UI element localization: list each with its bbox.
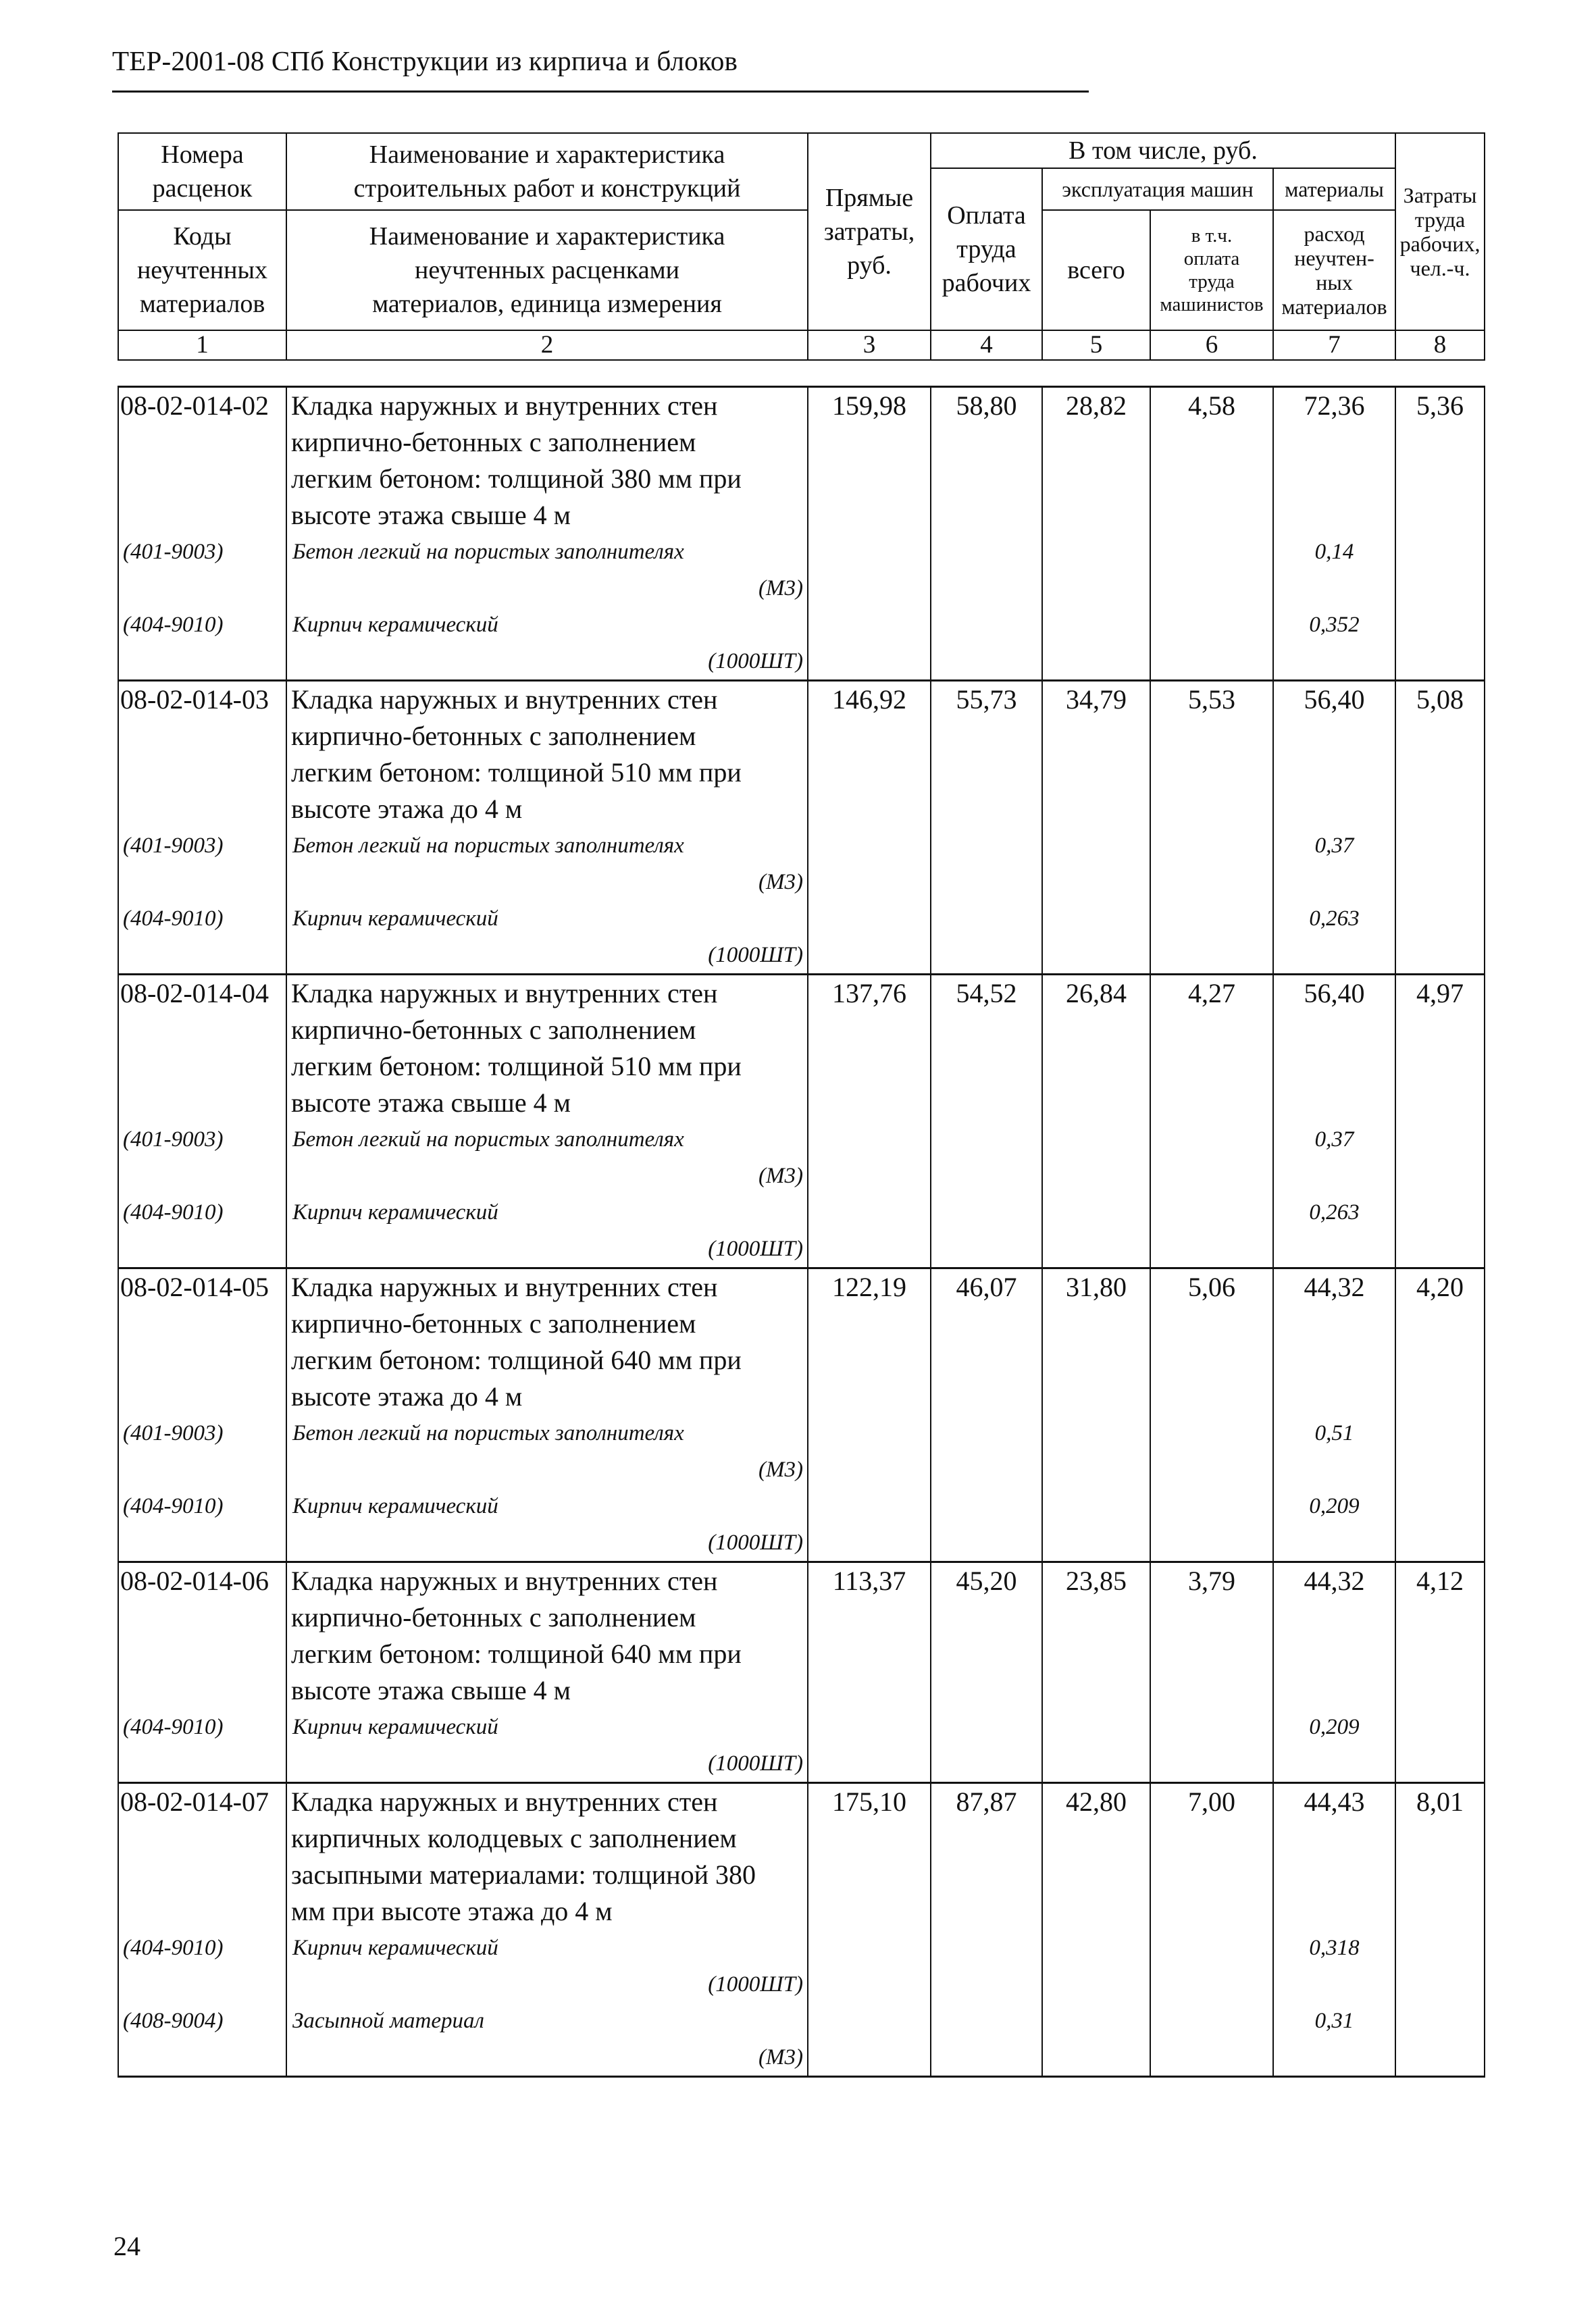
spacer-line bbox=[119, 1379, 286, 1415]
rate-code-cell bbox=[118, 681, 286, 975]
rate-name-cell bbox=[286, 975, 808, 1268]
table-header bbox=[118, 132, 1485, 361]
labor-hours-cell bbox=[1395, 1562, 1485, 1783]
spacer-line bbox=[1274, 718, 1395, 754]
machine-cost: 42,80 bbox=[1066, 1786, 1127, 1817]
direct-cost: 113,37 bbox=[832, 1566, 906, 1596]
rate-name-line: кирпично-бетонных с заполнением bbox=[291, 427, 696, 457]
table-row bbox=[118, 1562, 1485, 1783]
rate-name-line: Кладка наружных и внутренних стен bbox=[291, 978, 718, 1008]
material-code: (401-9003) bbox=[123, 833, 224, 858]
labor-hours: 4,97 bbox=[1416, 978, 1464, 1008]
rate-code: 08-02-014-07 bbox=[120, 1786, 269, 1817]
spacer-line bbox=[119, 1745, 286, 1782]
spacer-line bbox=[1274, 864, 1395, 900]
spacer-line bbox=[119, 864, 286, 900]
spacer-line bbox=[119, 1820, 286, 1857]
spacer-line bbox=[1274, 1820, 1395, 1857]
rate-name-line: легким бетоном: толщиной 380 мм при bbox=[291, 463, 742, 494]
labor-cost: 54,52 bbox=[956, 978, 1017, 1008]
labor-cost-cell bbox=[931, 1562, 1042, 1783]
machinist-cost-cell bbox=[1150, 975, 1273, 1268]
labor-cost: 45,20 bbox=[956, 1566, 1017, 1596]
labor-hours-cell bbox=[1395, 1268, 1485, 1562]
header-col2-bottom: Наименование и характеристика неучтенных расценками материалов, единица измерения bbox=[286, 210, 808, 330]
rate-name-line: Кладка наружных и внутренних стен bbox=[291, 1272, 718, 1302]
spacer-line bbox=[1274, 1599, 1395, 1636]
machine-cost-cell bbox=[1042, 1268, 1150, 1562]
material-name: Кирпич керамический bbox=[292, 906, 498, 931]
labor-hours-cell bbox=[1395, 387, 1485, 681]
labor-cost-cell bbox=[931, 387, 1042, 681]
spacer-line bbox=[1274, 937, 1395, 973]
direct-cost-cell bbox=[808, 1268, 931, 1562]
material-code: (401-9003) bbox=[123, 540, 224, 564]
labor-hours: 4,20 bbox=[1416, 1272, 1464, 1302]
spacer-line bbox=[119, 2039, 286, 2076]
header-col3: Прямые затраты, руб. bbox=[808, 133, 931, 330]
rate-name-line: легким бетоном: толщиной 640 мм при bbox=[291, 1639, 742, 1669]
material-qty: 0,31 bbox=[1314, 2009, 1354, 2033]
header-col8: Затраты труда рабочих, чел.-ч. bbox=[1395, 133, 1485, 330]
header-col1-bottom: Коды неучтенных материалов bbox=[118, 210, 286, 330]
rate-code: 08-02-014-06 bbox=[120, 1566, 269, 1596]
material-code: (404-9010) bbox=[123, 613, 224, 637]
spacer-line bbox=[1274, 2039, 1395, 2076]
material-name: Кирпич керамический bbox=[292, 1936, 498, 1960]
rate-name-line: высоте этажа свыше 4 м bbox=[291, 1087, 571, 1118]
rate-code: 08-02-014-04 bbox=[120, 978, 269, 1008]
spacer-line bbox=[119, 1966, 286, 2003]
rate-name-cell bbox=[286, 1268, 808, 1562]
rate-name-line: кирпичных колодцевых с заполнением bbox=[291, 1823, 737, 1853]
materials-cell bbox=[1273, 1783, 1395, 2077]
labor-hours: 5,36 bbox=[1416, 390, 1464, 421]
machine-cost-cell bbox=[1042, 975, 1150, 1268]
rate-name-cell bbox=[286, 1562, 808, 1783]
header-col6: в т.ч. оплата труда машинистов bbox=[1150, 210, 1273, 330]
spacer-line bbox=[119, 643, 286, 679]
material-qty: 0,209 bbox=[1309, 1494, 1360, 1518]
header-number: 3 bbox=[808, 330, 931, 360]
spacer-line bbox=[119, 1451, 286, 1488]
spacer-line bbox=[1274, 1451, 1395, 1488]
machine-cost: 23,85 bbox=[1066, 1566, 1127, 1596]
table-row bbox=[118, 1783, 1485, 2077]
material-unit: (1000ШТ) bbox=[708, 1237, 803, 1261]
table-row bbox=[118, 975, 1485, 1268]
rate-name-line: кирпично-бетонных с заполнением bbox=[291, 1308, 696, 1339]
material-code: (404-9010) bbox=[123, 906, 224, 931]
rate-name-line: кирпично-бетонных с заполнением bbox=[291, 721, 696, 751]
material-unit: (М3) bbox=[758, 2045, 803, 2069]
machine-cost-cell bbox=[1042, 1562, 1150, 1783]
material-qty: 0,51 bbox=[1314, 1421, 1354, 1445]
spacer-line bbox=[1274, 1306, 1395, 1342]
material-name: Кирпич керамический bbox=[292, 1494, 498, 1518]
spacer-line bbox=[1274, 1966, 1395, 2003]
machinist-cost-cell bbox=[1150, 1268, 1273, 1562]
spacer-line bbox=[119, 497, 286, 534]
header-col5: всего bbox=[1042, 210, 1150, 330]
spacer-line bbox=[1274, 643, 1395, 679]
spacer-line bbox=[119, 1672, 286, 1709]
material-qty: 0,263 bbox=[1309, 1200, 1360, 1225]
labor-hours: 8,01 bbox=[1416, 1786, 1464, 1817]
machinist-cost-cell bbox=[1150, 1562, 1273, 1783]
material-name: Бетон легкий на пористых заполнителях bbox=[292, 1421, 684, 1445]
header-materials-group: материалы bbox=[1273, 168, 1395, 210]
spacer-line bbox=[1274, 1085, 1395, 1121]
rate-name-cell bbox=[286, 681, 808, 975]
rate-name-line: высоте этажа свыше 4 м bbox=[291, 1675, 571, 1705]
materials-cell bbox=[1273, 975, 1395, 1268]
material-name: Кирпич керамический bbox=[292, 1715, 498, 1739]
machinist-cost: 5,53 bbox=[1188, 684, 1235, 715]
material-qty: 0,14 bbox=[1314, 540, 1354, 564]
material-qty: 0,37 bbox=[1314, 1127, 1354, 1152]
direct-cost: 122,19 bbox=[832, 1272, 906, 1302]
rate-code-cell bbox=[118, 387, 286, 681]
material-name: Бетон легкий на пористых заполнителях bbox=[292, 1127, 684, 1152]
spacer-line bbox=[119, 1085, 286, 1121]
materials-cell bbox=[1273, 681, 1395, 975]
table-row bbox=[118, 1268, 1485, 1562]
spacer-line bbox=[1274, 1672, 1395, 1709]
labor-cost-cell bbox=[931, 681, 1042, 975]
material-code: (408-9004) bbox=[123, 2009, 224, 2033]
labor-cost: 55,73 bbox=[956, 684, 1017, 715]
rate-name-line: Кладка наружных и внутренних стен bbox=[291, 1786, 718, 1817]
labor-hours-cell bbox=[1395, 975, 1485, 1268]
spacer-line bbox=[1274, 1524, 1395, 1561]
material-name: Засыпной материал bbox=[292, 2009, 484, 2033]
materials-cost: 56,40 bbox=[1304, 978, 1365, 1008]
labor-cost: 46,07 bbox=[956, 1272, 1017, 1302]
material-code: (401-9003) bbox=[123, 1421, 224, 1445]
rate-name-line: мм при высоте этажа до 4 м bbox=[291, 1896, 613, 1926]
spacer-line bbox=[1274, 791, 1395, 827]
rate-name-line: Кладка наружных и внутренних стен bbox=[291, 684, 718, 715]
labor-cost-cell bbox=[931, 975, 1042, 1268]
spacer-line bbox=[119, 570, 286, 607]
header-number: 6 bbox=[1150, 330, 1273, 360]
rate-name-line: Кладка наружных и внутренних стен bbox=[291, 1566, 718, 1596]
spacer-line bbox=[119, 1342, 286, 1379]
spacer-line bbox=[119, 1893, 286, 1930]
rate-name-line: кирпично-бетонных с заполнением bbox=[291, 1014, 696, 1045]
direct-cost-cell bbox=[808, 387, 931, 681]
rate-code-cell bbox=[118, 1562, 286, 1783]
rate-code: 08-02-014-02 bbox=[120, 390, 269, 421]
spacer-line bbox=[1274, 1893, 1395, 1930]
spacer-line bbox=[1274, 1857, 1395, 1893]
material-unit: (М3) bbox=[758, 1164, 803, 1188]
header-number: 7 bbox=[1273, 330, 1395, 360]
spacer-line bbox=[1274, 1231, 1395, 1267]
rate-name-line: высоте этажа до 4 м bbox=[291, 794, 523, 824]
header-number: 1 bbox=[118, 330, 286, 360]
spacer-line bbox=[119, 1636, 286, 1672]
material-unit: (М3) bbox=[758, 576, 803, 600]
header-divider bbox=[112, 91, 1089, 93]
spacer-line bbox=[1274, 497, 1395, 534]
header-col4: Оплата труда рабочих bbox=[931, 168, 1042, 330]
direct-cost-cell bbox=[808, 975, 931, 1268]
spacer-line bbox=[119, 1857, 286, 1893]
header-number: 4 bbox=[931, 330, 1042, 360]
machine-cost: 26,84 bbox=[1066, 978, 1127, 1008]
spacer-line bbox=[119, 1158, 286, 1194]
material-unit: (М3) bbox=[758, 1458, 803, 1482]
machinist-cost: 4,58 bbox=[1188, 390, 1235, 421]
labor-hours: 5,08 bbox=[1416, 684, 1464, 715]
material-qty: 0,37 bbox=[1314, 833, 1354, 858]
spacer-line bbox=[1274, 1342, 1395, 1379]
material-unit: (1000ШТ) bbox=[708, 1972, 803, 1997]
materials-cell bbox=[1273, 1268, 1395, 1562]
spacer-line bbox=[119, 461, 286, 497]
rate-name-line: высоте этажа свыше 4 м bbox=[291, 500, 571, 530]
spacer-line bbox=[1274, 1048, 1395, 1085]
material-unit: (1000ШТ) bbox=[708, 649, 803, 673]
labor-cost: 87,87 bbox=[956, 1786, 1017, 1817]
spacer-line bbox=[1274, 1636, 1395, 1672]
rate-name-line: кирпично-бетонных с заполнением bbox=[291, 1602, 696, 1632]
labor-cost: 58,80 bbox=[956, 390, 1017, 421]
header-group: В том числе, руб. bbox=[931, 133, 1395, 168]
spacer-line bbox=[119, 1306, 286, 1342]
direct-cost: 175,10 bbox=[832, 1786, 906, 1817]
labor-hours: 4,12 bbox=[1416, 1566, 1464, 1596]
machine-cost: 31,80 bbox=[1066, 1272, 1127, 1302]
spacer-line bbox=[1274, 570, 1395, 607]
labor-hours-cell bbox=[1395, 681, 1485, 975]
machine-cost: 34,79 bbox=[1066, 684, 1127, 715]
machinist-cost-cell bbox=[1150, 681, 1273, 975]
spacer-line bbox=[119, 1524, 286, 1561]
table-row bbox=[118, 681, 1485, 975]
header-machine-group: эксплуатация машин bbox=[1042, 168, 1273, 210]
material-unit: (1000ШТ) bbox=[708, 1751, 803, 1776]
spacer-line bbox=[119, 754, 286, 791]
spacer-line bbox=[119, 1599, 286, 1636]
rate-name-cell bbox=[286, 387, 808, 681]
header-col1-top: Номера расценок bbox=[118, 133, 286, 210]
material-unit: (М3) bbox=[758, 870, 803, 894]
material-qty: 0,352 bbox=[1309, 613, 1360, 637]
spacer-line bbox=[119, 1012, 286, 1048]
rate-name-line: засыпными материалами: толщиной 380 bbox=[291, 1859, 756, 1890]
materials-cost: 44,32 bbox=[1304, 1272, 1365, 1302]
header-col7: расход неучтен- ных материалов bbox=[1273, 210, 1395, 330]
rate-name-line: Кладка наружных и внутренних стен bbox=[291, 390, 718, 421]
spacer-line bbox=[119, 791, 286, 827]
material-code: (404-9010) bbox=[123, 1494, 224, 1518]
rate-name-line: легким бетоном: толщиной 510 мм при bbox=[291, 757, 742, 788]
table-row bbox=[118, 387, 1485, 681]
materials-cost: 44,43 bbox=[1304, 1786, 1365, 1817]
rate-name-cell bbox=[286, 1783, 808, 2077]
material-unit: (1000ШТ) bbox=[708, 1531, 803, 1555]
header-col2-top: Наименование и характеристика строительных работ и конструкций bbox=[286, 133, 808, 210]
spacer-line bbox=[1274, 1158, 1395, 1194]
labor-hours-cell bbox=[1395, 1783, 1485, 2077]
spacer-line bbox=[119, 424, 286, 461]
material-code: (404-9010) bbox=[123, 1936, 224, 1960]
machine-cost-cell bbox=[1042, 1783, 1150, 2077]
machinist-cost-cell bbox=[1150, 1783, 1273, 2077]
material-name: Кирпич керамический bbox=[292, 613, 498, 637]
spacer-line bbox=[119, 1231, 286, 1267]
machinist-cost: 3,79 bbox=[1188, 1566, 1235, 1596]
materials-cell bbox=[1273, 1562, 1395, 1783]
rate-name-line: легким бетоном: толщиной 640 мм при bbox=[291, 1345, 742, 1375]
direct-cost: 159,98 bbox=[832, 390, 906, 421]
rate-code: 08-02-014-03 bbox=[120, 684, 269, 715]
material-code: (401-9003) bbox=[123, 1127, 224, 1152]
material-code: (404-9010) bbox=[123, 1715, 224, 1739]
spacer-line bbox=[1274, 461, 1395, 497]
machinist-cost-cell bbox=[1150, 387, 1273, 681]
header-number: 5 bbox=[1042, 330, 1150, 360]
rate-code-cell bbox=[118, 975, 286, 1268]
spacer-line bbox=[119, 1048, 286, 1085]
materials-cost: 44,32 bbox=[1304, 1566, 1365, 1596]
machine-cost-cell bbox=[1042, 387, 1150, 681]
direct-cost: 146,92 bbox=[832, 684, 906, 715]
material-qty: 0,263 bbox=[1309, 906, 1360, 931]
spacer-line bbox=[1274, 1012, 1395, 1048]
material-qty: 0,318 bbox=[1309, 1936, 1360, 1960]
labor-cost-cell bbox=[931, 1783, 1042, 2077]
labor-cost-cell bbox=[931, 1268, 1042, 1562]
material-name: Кирпич керамический bbox=[292, 1200, 498, 1225]
direct-cost: 137,76 bbox=[832, 978, 906, 1008]
direct-cost-cell bbox=[808, 1562, 931, 1783]
rate-name-line: легким бетоном: толщиной 510 мм при bbox=[291, 1051, 742, 1081]
page-number: 24 bbox=[113, 2231, 140, 2261]
materials-cost: 56,40 bbox=[1304, 684, 1365, 715]
spacer-line bbox=[1274, 754, 1395, 791]
rates-table bbox=[118, 386, 1485, 2078]
spacer-line bbox=[1274, 1379, 1395, 1415]
header-number: 8 bbox=[1395, 330, 1485, 360]
spacer-line bbox=[119, 937, 286, 973]
rate-code: 08-02-014-05 bbox=[120, 1272, 269, 1302]
rate-name-line: высоте этажа до 4 м bbox=[291, 1381, 523, 1412]
rate-code-cell bbox=[118, 1268, 286, 1562]
material-unit: (1000ШТ) bbox=[708, 943, 803, 967]
machinist-cost: 5,06 bbox=[1188, 1272, 1235, 1302]
machinist-cost: 7,00 bbox=[1188, 1786, 1235, 1817]
direct-cost-cell bbox=[808, 1783, 931, 2077]
material-name: Бетон легкий на пористых заполнителях bbox=[292, 833, 684, 858]
material-qty: 0,209 bbox=[1309, 1715, 1360, 1739]
materials-cell bbox=[1273, 387, 1395, 681]
rate-code-cell bbox=[118, 1783, 286, 2077]
machine-cost: 28,82 bbox=[1066, 390, 1127, 421]
spacer-line bbox=[119, 718, 286, 754]
header-number: 2 bbox=[286, 330, 808, 360]
machine-cost-cell bbox=[1042, 681, 1150, 975]
page-title: ТЕР-2001-08 СПб Конструкции из кирпича и блоков bbox=[112, 45, 738, 76]
direct-cost-cell bbox=[808, 681, 931, 975]
materials-cost: 72,36 bbox=[1304, 390, 1365, 421]
machinist-cost: 4,27 bbox=[1188, 978, 1235, 1008]
material-code: (404-9010) bbox=[123, 1200, 224, 1225]
spacer-line bbox=[1274, 424, 1395, 461]
material-name: Бетон легкий на пористых заполнителях bbox=[292, 540, 684, 564]
spacer-line bbox=[1274, 1745, 1395, 1782]
